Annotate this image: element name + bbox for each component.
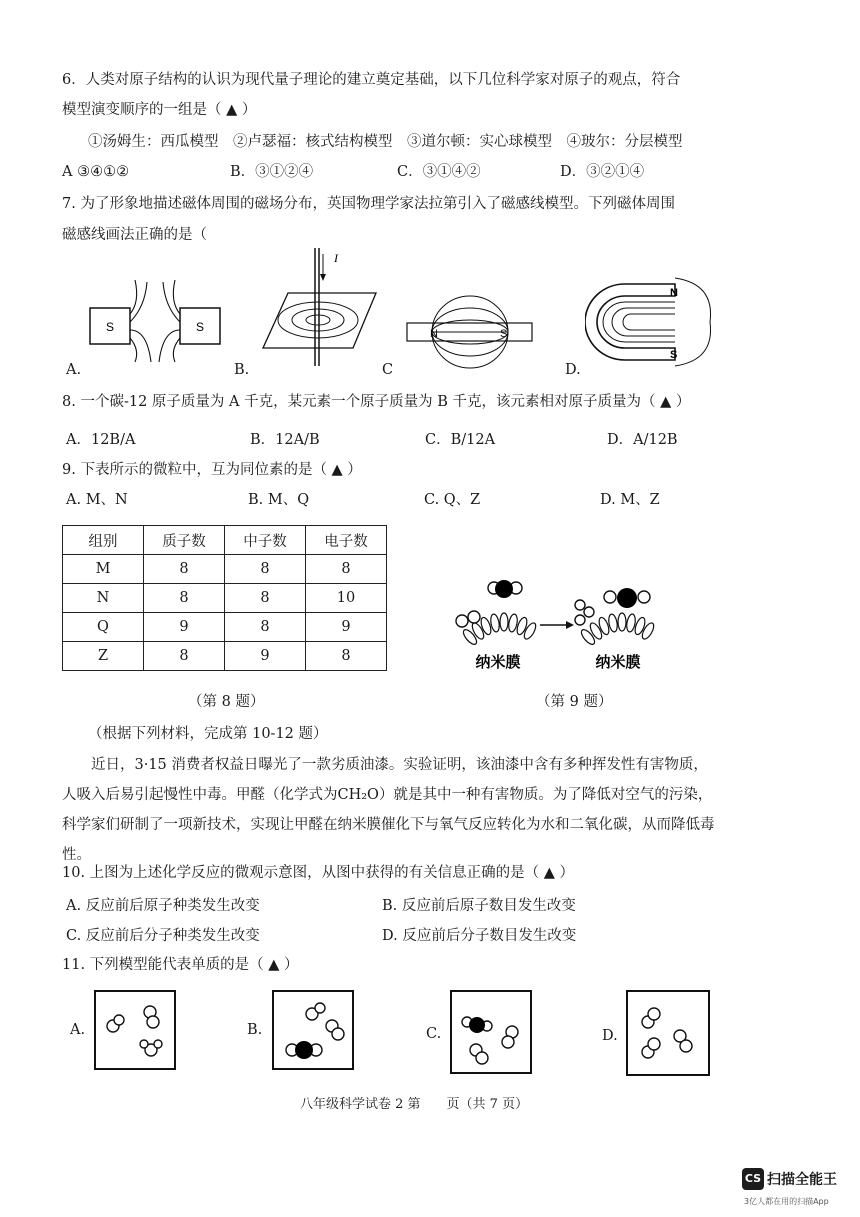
q7-label-a: A. — [66, 362, 82, 378]
table-cell: 8 — [306, 642, 387, 671]
q11-model-b — [272, 990, 354, 1070]
q7-figure-b — [258, 248, 383, 368]
table-cell: N — [63, 584, 144, 613]
particle-table — [62, 525, 387, 671]
q6-option-b: B．③①②④ — [230, 164, 314, 180]
q7-stem-line2: 磁感线画法正确的是（ — [62, 227, 207, 243]
material-paragraph: 近日，3·15 消费者权益日曝光了一款劣质油漆。实验证明，该油漆中含有多种挥发性有害物质，人吸入后易引起慢性中毒。甲醛（化学式为CH₂O）就是其中一种有害物质。为了降低对空气的污染，科学家们研制了一项新技术，实现让甲醛在纳米膜催化下与氧气反应转化为水和二氧化碳，从而降低毒性。 — [62, 757, 715, 863]
q7-figure-a — [85, 272, 225, 364]
q8-option-d: D．A/12B — [607, 432, 678, 448]
q9-option-b: B. M、Q — [248, 492, 310, 508]
q10-option-c: C. 反应前后分子种类发生改变 — [66, 928, 260, 944]
q8-stem: 8. 一个碳-12 原子质量为 A 千克，某元素一个原子质量为 B 千克，该元素相对原子质量为（ ▲ ） — [62, 394, 691, 410]
table-row — [63, 555, 387, 584]
q6-stem-line1: 6．人类对原子结构的认识为现代量子理论的建立奠定基础，以下几位科学家对原子的观点，符合 — [62, 72, 681, 88]
q10-option-a: A. 反应前后原子种类发生改变 — [66, 898, 260, 914]
table-cell: 9 — [306, 613, 387, 642]
q6-option-d: D．③②①④ — [560, 164, 645, 180]
q7-label-b: B. — [234, 362, 250, 378]
q6-items: ①汤姆生：西瓜模型 ②卢瑟福：核式结构模型 ③道尔顿：实心球模型 ④玻尔：分层模型 — [88, 134, 683, 150]
table-cell: Q — [63, 613, 144, 642]
table-cell: M — [63, 555, 144, 584]
q7-c-south: S — [500, 328, 508, 340]
q11-model-c — [450, 990, 532, 1074]
q8-option-b: B．12A/B — [250, 432, 320, 448]
scanner-slogan: 3亿人都在用的扫描App — [744, 1197, 829, 1206]
table-row — [63, 642, 387, 671]
table-header-row — [63, 526, 387, 555]
q11-model-a — [94, 990, 176, 1070]
q6-stem-line2: 模型演变顺序的一组是（ ▲ ） — [62, 102, 257, 118]
table-cell: 10 — [306, 584, 387, 613]
table-cell: 8 — [144, 555, 225, 584]
scanner-logo-icon: CS — [742, 1168, 764, 1190]
q9-stem: 9. 下表所示的微粒中，互为同位素的是（ ▲ ） — [62, 462, 362, 478]
table-row — [63, 584, 387, 613]
q9-option-a: A. M、N — [66, 492, 128, 508]
material-intro: （根据下列材料，完成第 10-12 题） — [88, 726, 328, 742]
q11-label-a: A. — [70, 1022, 86, 1038]
membrane-label-right: 纳米膜 — [595, 653, 641, 671]
q9-option-d: D. M、Z — [600, 492, 660, 508]
q6-option-a: A ③④①② — [62, 164, 130, 180]
table-cell: 8 — [225, 584, 306, 613]
q7-d-north: N — [670, 287, 678, 299]
q10-option-d: D. 反应前后分子数目发生改变 — [382, 928, 577, 944]
table-header: 电子数 — [306, 526, 387, 555]
q7-a-left-pole: S — [105, 320, 115, 334]
q7-b-current-label: I — [334, 251, 338, 265]
table-cell: 8 — [225, 555, 306, 584]
q7-label-d: D. — [565, 362, 581, 378]
table-cell: 9 — [225, 642, 306, 671]
table-cell: 9 — [144, 613, 225, 642]
q7-label-c: C — [382, 362, 394, 378]
q11-stem: 11. 下列模型能代表单质的是（ ▲ ） — [62, 957, 299, 973]
table-cell: 8 — [144, 642, 225, 671]
reaction-figure — [448, 575, 670, 675]
table-cell: 8 — [144, 584, 225, 613]
q11-label-d: D. — [602, 1028, 618, 1044]
scanner-watermark — [742, 1168, 837, 1206]
q7-stem-line1: 7. 为了形象地描述磁体周围的磁场分布，英国物理学家法拉第引入了磁感线模型。下列磁体周围 — [62, 196, 675, 212]
table-cell: 8 — [225, 613, 306, 642]
q7-c-north: N — [430, 328, 438, 340]
page-footer: 八年级科学试卷 2 第 页（共 7 页） — [300, 1097, 529, 1112]
q8-option-a: A．12B/A — [66, 432, 136, 448]
q11-label-b: B. — [247, 1022, 263, 1038]
table-cell: Z — [63, 642, 144, 671]
q8-option-c: C．B/12A — [425, 432, 496, 448]
q6-option-c: C．③①④② — [397, 164, 481, 180]
q10-option-b: B. 反应前后原子数目发生改变 — [382, 898, 576, 914]
q7-figure-d — [585, 276, 725, 368]
q7-figure-c — [402, 290, 542, 372]
table-header: 中子数 — [225, 526, 306, 555]
q7-a-right-pole: S — [195, 320, 205, 334]
q11-label-c: C. — [426, 1026, 442, 1042]
membrane-label-left: 纳米膜 — [475, 653, 521, 671]
table-cell: 8 — [306, 555, 387, 584]
q7-d-south: S — [670, 349, 678, 361]
caption-left: （第 8 题） — [188, 694, 265, 710]
q9-option-c: C. Q、Z — [424, 492, 481, 508]
q11-model-d — [626, 990, 710, 1076]
q10-stem: 10. 上图为上述化学反应的微观示意图，从图中获得的有关信息正确的是（ ▲ ） — [62, 865, 575, 881]
table-header: 组别 — [63, 526, 144, 555]
table-row — [63, 613, 387, 642]
scanner-name: 扫描全能王 — [767, 1172, 837, 1188]
table-header: 质子数 — [144, 526, 225, 555]
caption-right: （第 9 题） — [536, 694, 613, 710]
